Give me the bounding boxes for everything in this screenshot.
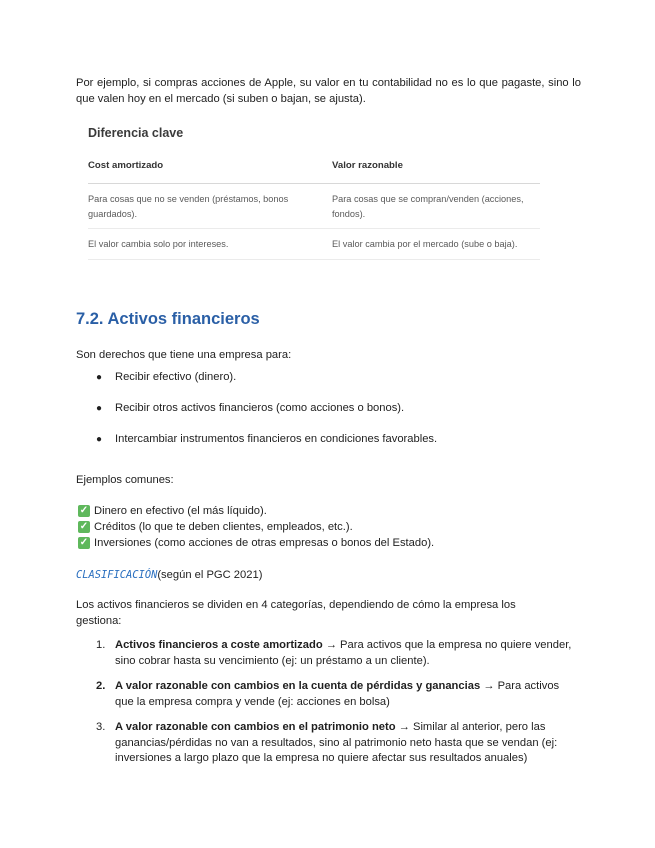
item-bold: A valor razonable con cambios en el patrimonio neto — [115, 721, 396, 733]
bullet-icon: ● — [96, 403, 103, 414]
item-bold: A valor razonable con cambios en la cuenta de pérdidas y ganancias — [115, 680, 481, 692]
list-item: ● Intercambiar instrumentos financieros en condiciones favorables. — [96, 433, 438, 445]
item-text: → Para activos que la empresa compra y vende (ej: acciones en bolsa) — [115, 680, 560, 708]
list-item: ✓ Créditos (lo que te deben clientes, empleados, etc.). — [79, 521, 353, 533]
table-cell: El valor cambia por el mercado (sube o baja). — [332, 239, 518, 249]
item-text: → Similar al anterior, pero las ganancias/pérdidas no van a resultados, sino al patrimonio neto hasta que se vendan (ej: inversiones a largo plazo que la empresa no quiere afectar sus resultados anuales) — [115, 721, 558, 764]
table-row — [88, 184, 540, 229]
rights-list — [96, 370, 437, 463]
classification-paragraph: Los activos financieros se dividen en 4 categorías, dependiendo de cómo la empresa los gestiona: — [76, 599, 516, 627]
list-item: ✓ Dinero en efectivo (el más líquido). — [79, 505, 267, 517]
list-item: ● Recibir otros activos financieros (como acciones o bonos). — [96, 402, 405, 414]
difference-table — [88, 160, 540, 260]
table-row — [88, 229, 540, 260]
bullet-icon: ● — [96, 372, 103, 383]
section-title: 7.2. Activos financieros — [76, 310, 260, 328]
header-cost-amortizado: Cost amortizado — [88, 160, 332, 184]
list-item — [96, 638, 576, 669]
classification-suffix: (según el PGC 2021) — [157, 569, 263, 581]
table-cell: El valor cambia solo por intereses. — [88, 239, 229, 249]
bullet-icon: ● — [96, 434, 103, 445]
item-number: 3. — [96, 721, 106, 733]
section-lead: Son derechos que tiene una empresa para: — [76, 349, 292, 361]
table-header-row — [88, 160, 540, 184]
check-icon: ✓ — [79, 521, 89, 532]
list-item — [96, 720, 576, 767]
table-cell: Para cosas que se compran/venden (acciones, fondos). — [332, 194, 524, 219]
intro-paragraph: Por ejemplo, si compras acciones de Apple, su valor en tu contabilidad no es lo que pagaste, sino lo que valen hoy en el mercado (si suben o bajan, se ajusta). — [76, 77, 581, 105]
item-bold: Activos financieros a coste amortizado — [115, 639, 323, 651]
examples-label: Ejemplos comunes: — [76, 474, 174, 486]
table-cell: Para cosas que no se venden (préstamos, bonos guardados). — [88, 194, 289, 219]
classification-tag: CLASIFICACIÓN — [76, 569, 158, 581]
item-number: 1. — [96, 639, 106, 651]
check-icon: ✓ — [79, 505, 89, 516]
item-text: → Para activos que la empresa no quiere vender, sino cobrar hasta su vencimiento (ej: un préstamo a un cliente). — [115, 639, 572, 667]
list-item: ✓ Inversiones (como acciones de otras empresas o bonos del Estado). — [79, 537, 435, 549]
examples-list — [78, 503, 434, 551]
header-valor-razonable: Valor razonable — [332, 160, 540, 184]
list-item: ● Recibir efectivo (dinero). — [96, 371, 237, 383]
list-item — [96, 679, 576, 710]
difference-title: Diferencia clave — [88, 126, 184, 140]
classification-heading — [76, 569, 262, 581]
categories-list — [96, 638, 576, 777]
check-icon: ✓ — [79, 537, 89, 548]
item-number: 2. — [96, 680, 106, 692]
